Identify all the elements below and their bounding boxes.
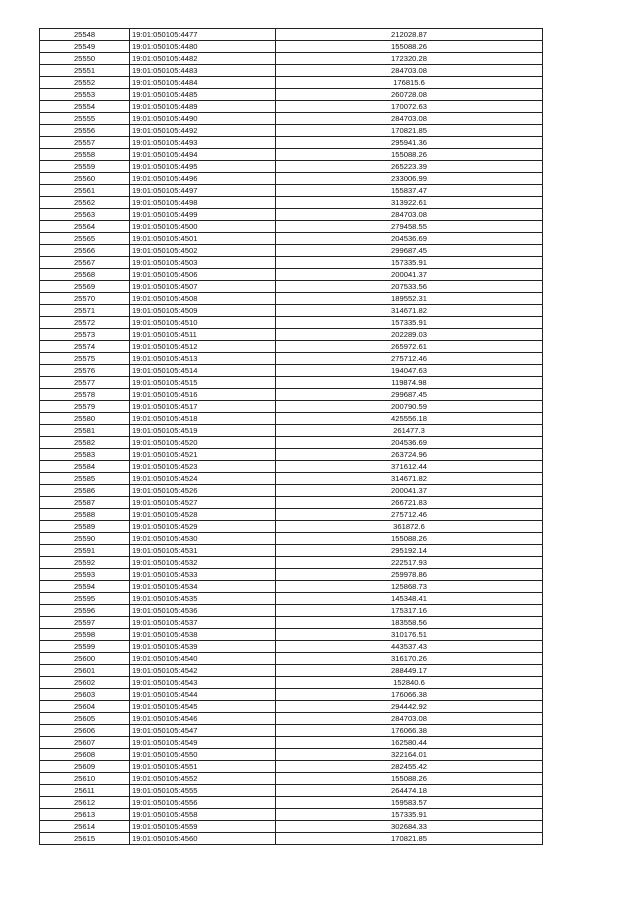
cadastral-number: 19:01:050105:4520 bbox=[130, 437, 276, 449]
cadastral-number: 19:01:050105:4529 bbox=[130, 521, 276, 533]
cadastral-number: 19:01:050105:4539 bbox=[130, 641, 276, 653]
table-row bbox=[40, 773, 543, 785]
row-number: 25614 bbox=[40, 821, 130, 833]
cadastral-value: 155837.47 bbox=[276, 185, 543, 197]
row-number: 25593 bbox=[40, 569, 130, 581]
row-number: 25571 bbox=[40, 305, 130, 317]
row-number: 25607 bbox=[40, 737, 130, 749]
cadastral-value: 295192.14 bbox=[276, 545, 543, 557]
row-number: 25599 bbox=[40, 641, 130, 653]
cadastral-value: 162580.44 bbox=[276, 737, 543, 749]
cadastral-number: 19:01:050105:4551 bbox=[130, 761, 276, 773]
cadastral-number: 19:01:050105:4532 bbox=[130, 557, 276, 569]
cadastral-number: 19:01:050105:4521 bbox=[130, 449, 276, 461]
table-row bbox=[40, 677, 543, 689]
cadastral-number: 19:01:050105:4509 bbox=[130, 305, 276, 317]
row-number: 25549 bbox=[40, 41, 130, 53]
cadastral-number: 19:01:050105:4501 bbox=[130, 233, 276, 245]
row-number: 25566 bbox=[40, 245, 130, 257]
table-row bbox=[40, 557, 543, 569]
cadastral-value: 284703.08 bbox=[276, 209, 543, 221]
cadastral-value: 172320.28 bbox=[276, 53, 543, 65]
table-row bbox=[40, 257, 543, 269]
cadastral-value: 176066.38 bbox=[276, 689, 543, 701]
cadastral-number: 19:01:050105:4480 bbox=[130, 41, 276, 53]
table-row bbox=[40, 617, 543, 629]
table-row bbox=[40, 749, 543, 761]
cadastral-value: 266721.83 bbox=[276, 497, 543, 509]
cadastral-number: 19:01:050105:4477 bbox=[130, 29, 276, 41]
cadastral-value: 183558.56 bbox=[276, 617, 543, 629]
cadastral-number: 19:01:050105:4489 bbox=[130, 101, 276, 113]
cadastral-number: 19:01:050105:4559 bbox=[130, 821, 276, 833]
cadastral-number: 19:01:050105:4544 bbox=[130, 689, 276, 701]
row-number: 25550 bbox=[40, 53, 130, 65]
cadastral-number: 19:01:050105:4540 bbox=[130, 653, 276, 665]
table-row bbox=[40, 161, 543, 173]
cadastral-number: 19:01:050105:4549 bbox=[130, 737, 276, 749]
cadastral-value: 279458.55 bbox=[276, 221, 543, 233]
cadastral-value: 170072.63 bbox=[276, 101, 543, 113]
table-row bbox=[40, 809, 543, 821]
cadastral-number: 19:01:050105:4492 bbox=[130, 125, 276, 137]
cadastral-value: 212028.87 bbox=[276, 29, 543, 41]
cadastral-number: 19:01:050105:4511 bbox=[130, 329, 276, 341]
cadastral-value: 275712.46 bbox=[276, 509, 543, 521]
cadastral-value: 265223.39 bbox=[276, 161, 543, 173]
table-row bbox=[40, 665, 543, 677]
cadastral-number: 19:01:050105:4493 bbox=[130, 137, 276, 149]
cadastral-number: 19:01:050105:4523 bbox=[130, 461, 276, 473]
row-number: 25608 bbox=[40, 749, 130, 761]
cadastral-number: 19:01:050105:4483 bbox=[130, 65, 276, 77]
table-row bbox=[40, 785, 543, 797]
table-row bbox=[40, 725, 543, 737]
row-number: 25567 bbox=[40, 257, 130, 269]
cadastral-value: 259978.86 bbox=[276, 569, 543, 581]
cadastral-value: 371612.44 bbox=[276, 461, 543, 473]
table-row bbox=[40, 593, 543, 605]
cadastral-value: 119874.98 bbox=[276, 377, 543, 389]
cadastral-number: 19:01:050105:4503 bbox=[130, 257, 276, 269]
table-row bbox=[40, 65, 543, 77]
cadastral-number: 19:01:050105:4514 bbox=[130, 365, 276, 377]
row-number: 25548 bbox=[40, 29, 130, 41]
table-row bbox=[40, 41, 543, 53]
cadastral-value: 299687.45 bbox=[276, 389, 543, 401]
row-number: 25568 bbox=[40, 269, 130, 281]
row-number: 25598 bbox=[40, 629, 130, 641]
table-row bbox=[40, 341, 543, 353]
cadastral-value: 310176.51 bbox=[276, 629, 543, 641]
cadastral-number: 19:01:050105:4550 bbox=[130, 749, 276, 761]
table-row bbox=[40, 317, 543, 329]
cadastral-value: 275712.46 bbox=[276, 353, 543, 365]
cadastral-number: 19:01:050105:4519 bbox=[130, 425, 276, 437]
row-number: 25565 bbox=[40, 233, 130, 245]
table-body bbox=[40, 29, 543, 845]
table-row bbox=[40, 437, 543, 449]
table-row bbox=[40, 173, 543, 185]
cadastral-number: 19:01:050105:4560 bbox=[130, 833, 276, 845]
row-number: 25581 bbox=[40, 425, 130, 437]
table-row bbox=[40, 689, 543, 701]
row-number: 25572 bbox=[40, 317, 130, 329]
cadastral-value: 314671.82 bbox=[276, 305, 543, 317]
row-number: 25561 bbox=[40, 185, 130, 197]
cadastral-number: 19:01:050105:4506 bbox=[130, 269, 276, 281]
row-number: 25557 bbox=[40, 137, 130, 149]
table-row bbox=[40, 629, 543, 641]
cadastral-number: 19:01:050105:4527 bbox=[130, 497, 276, 509]
cadastral-number: 19:01:050105:4552 bbox=[130, 773, 276, 785]
cadastral-number: 19:01:050105:4526 bbox=[130, 485, 276, 497]
row-number: 25589 bbox=[40, 521, 130, 533]
table-row bbox=[40, 761, 543, 773]
table-row bbox=[40, 389, 543, 401]
table-row bbox=[40, 641, 543, 653]
table-row bbox=[40, 113, 543, 125]
table-row bbox=[40, 269, 543, 281]
table-row bbox=[40, 833, 543, 845]
row-number: 25582 bbox=[40, 437, 130, 449]
table-row bbox=[40, 209, 543, 221]
row-number: 25569 bbox=[40, 281, 130, 293]
cadastral-number: 19:01:050105:4490 bbox=[130, 113, 276, 125]
cadastral-value: 302684.33 bbox=[276, 821, 543, 833]
cadastral-value: 145348.41 bbox=[276, 593, 543, 605]
table-row bbox=[40, 821, 543, 833]
cadastral-number: 19:01:050105:4517 bbox=[130, 401, 276, 413]
table-row bbox=[40, 533, 543, 545]
cadastral-value: 222517.93 bbox=[276, 557, 543, 569]
cadastral-value: 207533.56 bbox=[276, 281, 543, 293]
cadastral-value: 265972.61 bbox=[276, 341, 543, 353]
table-row bbox=[40, 509, 543, 521]
row-number: 25609 bbox=[40, 761, 130, 773]
cadastral-value: 425556.18 bbox=[276, 413, 543, 425]
cadastral-value: 260728.08 bbox=[276, 89, 543, 101]
table-row bbox=[40, 737, 543, 749]
row-number: 25564 bbox=[40, 221, 130, 233]
table-row bbox=[40, 461, 543, 473]
cadastral-value: 313922.61 bbox=[276, 197, 543, 209]
row-number: 25592 bbox=[40, 557, 130, 569]
table-row bbox=[40, 89, 543, 101]
table-row bbox=[40, 569, 543, 581]
table-row bbox=[40, 125, 543, 137]
table-row bbox=[40, 53, 543, 65]
cadastral-number: 19:01:050105:4533 bbox=[130, 569, 276, 581]
cadastral-value: 316170.26 bbox=[276, 653, 543, 665]
row-number: 25584 bbox=[40, 461, 130, 473]
cadastral-value: 261477.3 bbox=[276, 425, 543, 437]
row-number: 25558 bbox=[40, 149, 130, 161]
cadastral-number: 19:01:050105:4556 bbox=[130, 797, 276, 809]
cadastral-value: 443537.43 bbox=[276, 641, 543, 653]
table-row bbox=[40, 449, 543, 461]
table-row bbox=[40, 521, 543, 533]
table-row bbox=[40, 485, 543, 497]
row-number: 25595 bbox=[40, 593, 130, 605]
row-number: 25588 bbox=[40, 509, 130, 521]
row-number: 25613 bbox=[40, 809, 130, 821]
table-row bbox=[40, 497, 543, 509]
table-row bbox=[40, 281, 543, 293]
cadastral-value: 263724.96 bbox=[276, 449, 543, 461]
table-row bbox=[40, 365, 543, 377]
table-row bbox=[40, 797, 543, 809]
table-row bbox=[40, 293, 543, 305]
cadastral-number: 19:01:050105:4543 bbox=[130, 677, 276, 689]
cadastral-value: 157335.91 bbox=[276, 809, 543, 821]
cadastral-number: 19:01:050105:4555 bbox=[130, 785, 276, 797]
cadastral-value: 322164.01 bbox=[276, 749, 543, 761]
cadastral-value: 170821.85 bbox=[276, 125, 543, 137]
row-number: 25606 bbox=[40, 725, 130, 737]
row-number: 25602 bbox=[40, 677, 130, 689]
row-number: 25600 bbox=[40, 653, 130, 665]
cadastral-number: 19:01:050105:4538 bbox=[130, 629, 276, 641]
cadastral-value: 314671.82 bbox=[276, 473, 543, 485]
cadastral-number: 19:01:050105:4518 bbox=[130, 413, 276, 425]
cadastral-value: 282455.42 bbox=[276, 761, 543, 773]
table-row bbox=[40, 77, 543, 89]
row-number: 25587 bbox=[40, 497, 130, 509]
cadastral-value: 159583.57 bbox=[276, 797, 543, 809]
cadastral-value: 155088.26 bbox=[276, 41, 543, 53]
row-number: 25563 bbox=[40, 209, 130, 221]
cadastral-value: 170821.85 bbox=[276, 833, 543, 845]
cadastral-value: 200790.59 bbox=[276, 401, 543, 413]
cadastral-value: 288449.17 bbox=[276, 665, 543, 677]
cadastral-value: 157335.91 bbox=[276, 257, 543, 269]
row-number: 25560 bbox=[40, 173, 130, 185]
row-number: 25559 bbox=[40, 161, 130, 173]
table-row bbox=[40, 425, 543, 437]
cadastral-value: 233006.99 bbox=[276, 173, 543, 185]
cadastral-number: 19:01:050105:4558 bbox=[130, 809, 276, 821]
row-number: 25597 bbox=[40, 617, 130, 629]
cadastral-value: 155088.26 bbox=[276, 533, 543, 545]
cadastral-number: 19:01:050105:4512 bbox=[130, 341, 276, 353]
table-row bbox=[40, 137, 543, 149]
row-number: 25603 bbox=[40, 689, 130, 701]
table-row bbox=[40, 329, 543, 341]
row-number: 25611 bbox=[40, 785, 130, 797]
cadastral-value: 176815.6 bbox=[276, 77, 543, 89]
cadastral-value: 264474.18 bbox=[276, 785, 543, 797]
row-number: 25604 bbox=[40, 701, 130, 713]
cadastral-number: 19:01:050105:4508 bbox=[130, 293, 276, 305]
data-table bbox=[39, 28, 543, 845]
table-row bbox=[40, 101, 543, 113]
cadastral-value: 176066.38 bbox=[276, 725, 543, 737]
cadastral-number: 19:01:050105:4482 bbox=[130, 53, 276, 65]
table-row bbox=[40, 473, 543, 485]
row-number: 25575 bbox=[40, 353, 130, 365]
table-row bbox=[40, 377, 543, 389]
row-number: 25585 bbox=[40, 473, 130, 485]
row-number: 25554 bbox=[40, 101, 130, 113]
cadastral-number: 19:01:050105:4494 bbox=[130, 149, 276, 161]
cadastral-value: 157335.91 bbox=[276, 317, 543, 329]
cadastral-number: 19:01:050105:4536 bbox=[130, 605, 276, 617]
cadastral-number: 19:01:050105:4497 bbox=[130, 185, 276, 197]
cadastral-value: 299687.45 bbox=[276, 245, 543, 257]
cadastral-number: 19:01:050105:4528 bbox=[130, 509, 276, 521]
cadastral-value: 284703.08 bbox=[276, 113, 543, 125]
row-number: 25570 bbox=[40, 293, 130, 305]
cadastral-value: 175317.16 bbox=[276, 605, 543, 617]
table-row bbox=[40, 605, 543, 617]
cadastral-value: 202289.03 bbox=[276, 329, 543, 341]
cadastral-number: 19:01:050105:4537 bbox=[130, 617, 276, 629]
cadastral-value: 284703.08 bbox=[276, 65, 543, 77]
row-number: 25574 bbox=[40, 341, 130, 353]
table-row bbox=[40, 305, 543, 317]
row-number: 25591 bbox=[40, 545, 130, 557]
row-number: 25615 bbox=[40, 833, 130, 845]
cadastral-number: 19:01:050105:4498 bbox=[130, 197, 276, 209]
table-row bbox=[40, 653, 543, 665]
row-number: 25553 bbox=[40, 89, 130, 101]
row-number: 25605 bbox=[40, 713, 130, 725]
row-number: 25579 bbox=[40, 401, 130, 413]
table-row bbox=[40, 581, 543, 593]
row-number: 25576 bbox=[40, 365, 130, 377]
cadastral-number: 19:01:050105:4485 bbox=[130, 89, 276, 101]
cadastral-value: 200041.37 bbox=[276, 485, 543, 497]
row-number: 25555 bbox=[40, 113, 130, 125]
cadastral-number: 19:01:050105:4542 bbox=[130, 665, 276, 677]
row-number: 25556 bbox=[40, 125, 130, 137]
cadastral-value: 294442.92 bbox=[276, 701, 543, 713]
cadastral-value: 155088.26 bbox=[276, 149, 543, 161]
row-number: 25586 bbox=[40, 485, 130, 497]
row-number: 25573 bbox=[40, 329, 130, 341]
cadastral-value: 204536.69 bbox=[276, 437, 543, 449]
table-row bbox=[40, 149, 543, 161]
cadastral-number: 19:01:050105:4545 bbox=[130, 701, 276, 713]
cadastral-number: 19:01:050105:4499 bbox=[130, 209, 276, 221]
cadastral-number: 19:01:050105:4507 bbox=[130, 281, 276, 293]
cadastral-value: 284703.08 bbox=[276, 713, 543, 725]
row-number: 25601 bbox=[40, 665, 130, 677]
cadastral-number: 19:01:050105:4531 bbox=[130, 545, 276, 557]
cadastral-number: 19:01:050105:4515 bbox=[130, 377, 276, 389]
row-number: 25578 bbox=[40, 389, 130, 401]
cadastral-value: 204536.69 bbox=[276, 233, 543, 245]
cadastral-number: 19:01:050105:4495 bbox=[130, 161, 276, 173]
table-row bbox=[40, 713, 543, 725]
table-row bbox=[40, 701, 543, 713]
cadastral-number: 19:01:050105:4535 bbox=[130, 593, 276, 605]
row-number: 25562 bbox=[40, 197, 130, 209]
cadastral-number: 19:01:050105:4484 bbox=[130, 77, 276, 89]
row-number: 25580 bbox=[40, 413, 130, 425]
cadastral-number: 19:01:050105:4500 bbox=[130, 221, 276, 233]
row-number: 25610 bbox=[40, 773, 130, 785]
cadastral-value: 194047.63 bbox=[276, 365, 543, 377]
cadastral-number: 19:01:050105:4546 bbox=[130, 713, 276, 725]
table-row bbox=[40, 197, 543, 209]
cadastral-number: 19:01:050105:4530 bbox=[130, 533, 276, 545]
table-row bbox=[40, 413, 543, 425]
cadastral-number: 19:01:050105:4524 bbox=[130, 473, 276, 485]
table-row bbox=[40, 29, 543, 41]
table-row bbox=[40, 233, 543, 245]
cadastral-number: 19:01:050105:4513 bbox=[130, 353, 276, 365]
cadastral-value: 295941.36 bbox=[276, 137, 543, 149]
cadastral-number: 19:01:050105:4502 bbox=[130, 245, 276, 257]
row-number: 25551 bbox=[40, 65, 130, 77]
cadastral-number: 19:01:050105:4496 bbox=[130, 173, 276, 185]
cadastral-number: 19:01:050105:4534 bbox=[130, 581, 276, 593]
cadastral-number: 19:01:050105:4516 bbox=[130, 389, 276, 401]
table-row bbox=[40, 401, 543, 413]
cadastral-number: 19:01:050105:4510 bbox=[130, 317, 276, 329]
cadastral-number: 19:01:050105:4547 bbox=[130, 725, 276, 737]
row-number: 25594 bbox=[40, 581, 130, 593]
row-number: 25552 bbox=[40, 77, 130, 89]
cadastral-value: 361872.6 bbox=[276, 521, 543, 533]
table-row bbox=[40, 545, 543, 557]
table-row bbox=[40, 353, 543, 365]
cadastral-value: 152840.6 bbox=[276, 677, 543, 689]
table-row bbox=[40, 221, 543, 233]
cadastral-value: 200041.37 bbox=[276, 269, 543, 281]
cadastral-value: 125868.73 bbox=[276, 581, 543, 593]
table-row bbox=[40, 245, 543, 257]
row-number: 25577 bbox=[40, 377, 130, 389]
table-row bbox=[40, 185, 543, 197]
cadastral-value: 189552.31 bbox=[276, 293, 543, 305]
row-number: 25596 bbox=[40, 605, 130, 617]
row-number: 25583 bbox=[40, 449, 130, 461]
cadastral-value: 155088.26 bbox=[276, 773, 543, 785]
row-number: 25612 bbox=[40, 797, 130, 809]
row-number: 25590 bbox=[40, 533, 130, 545]
